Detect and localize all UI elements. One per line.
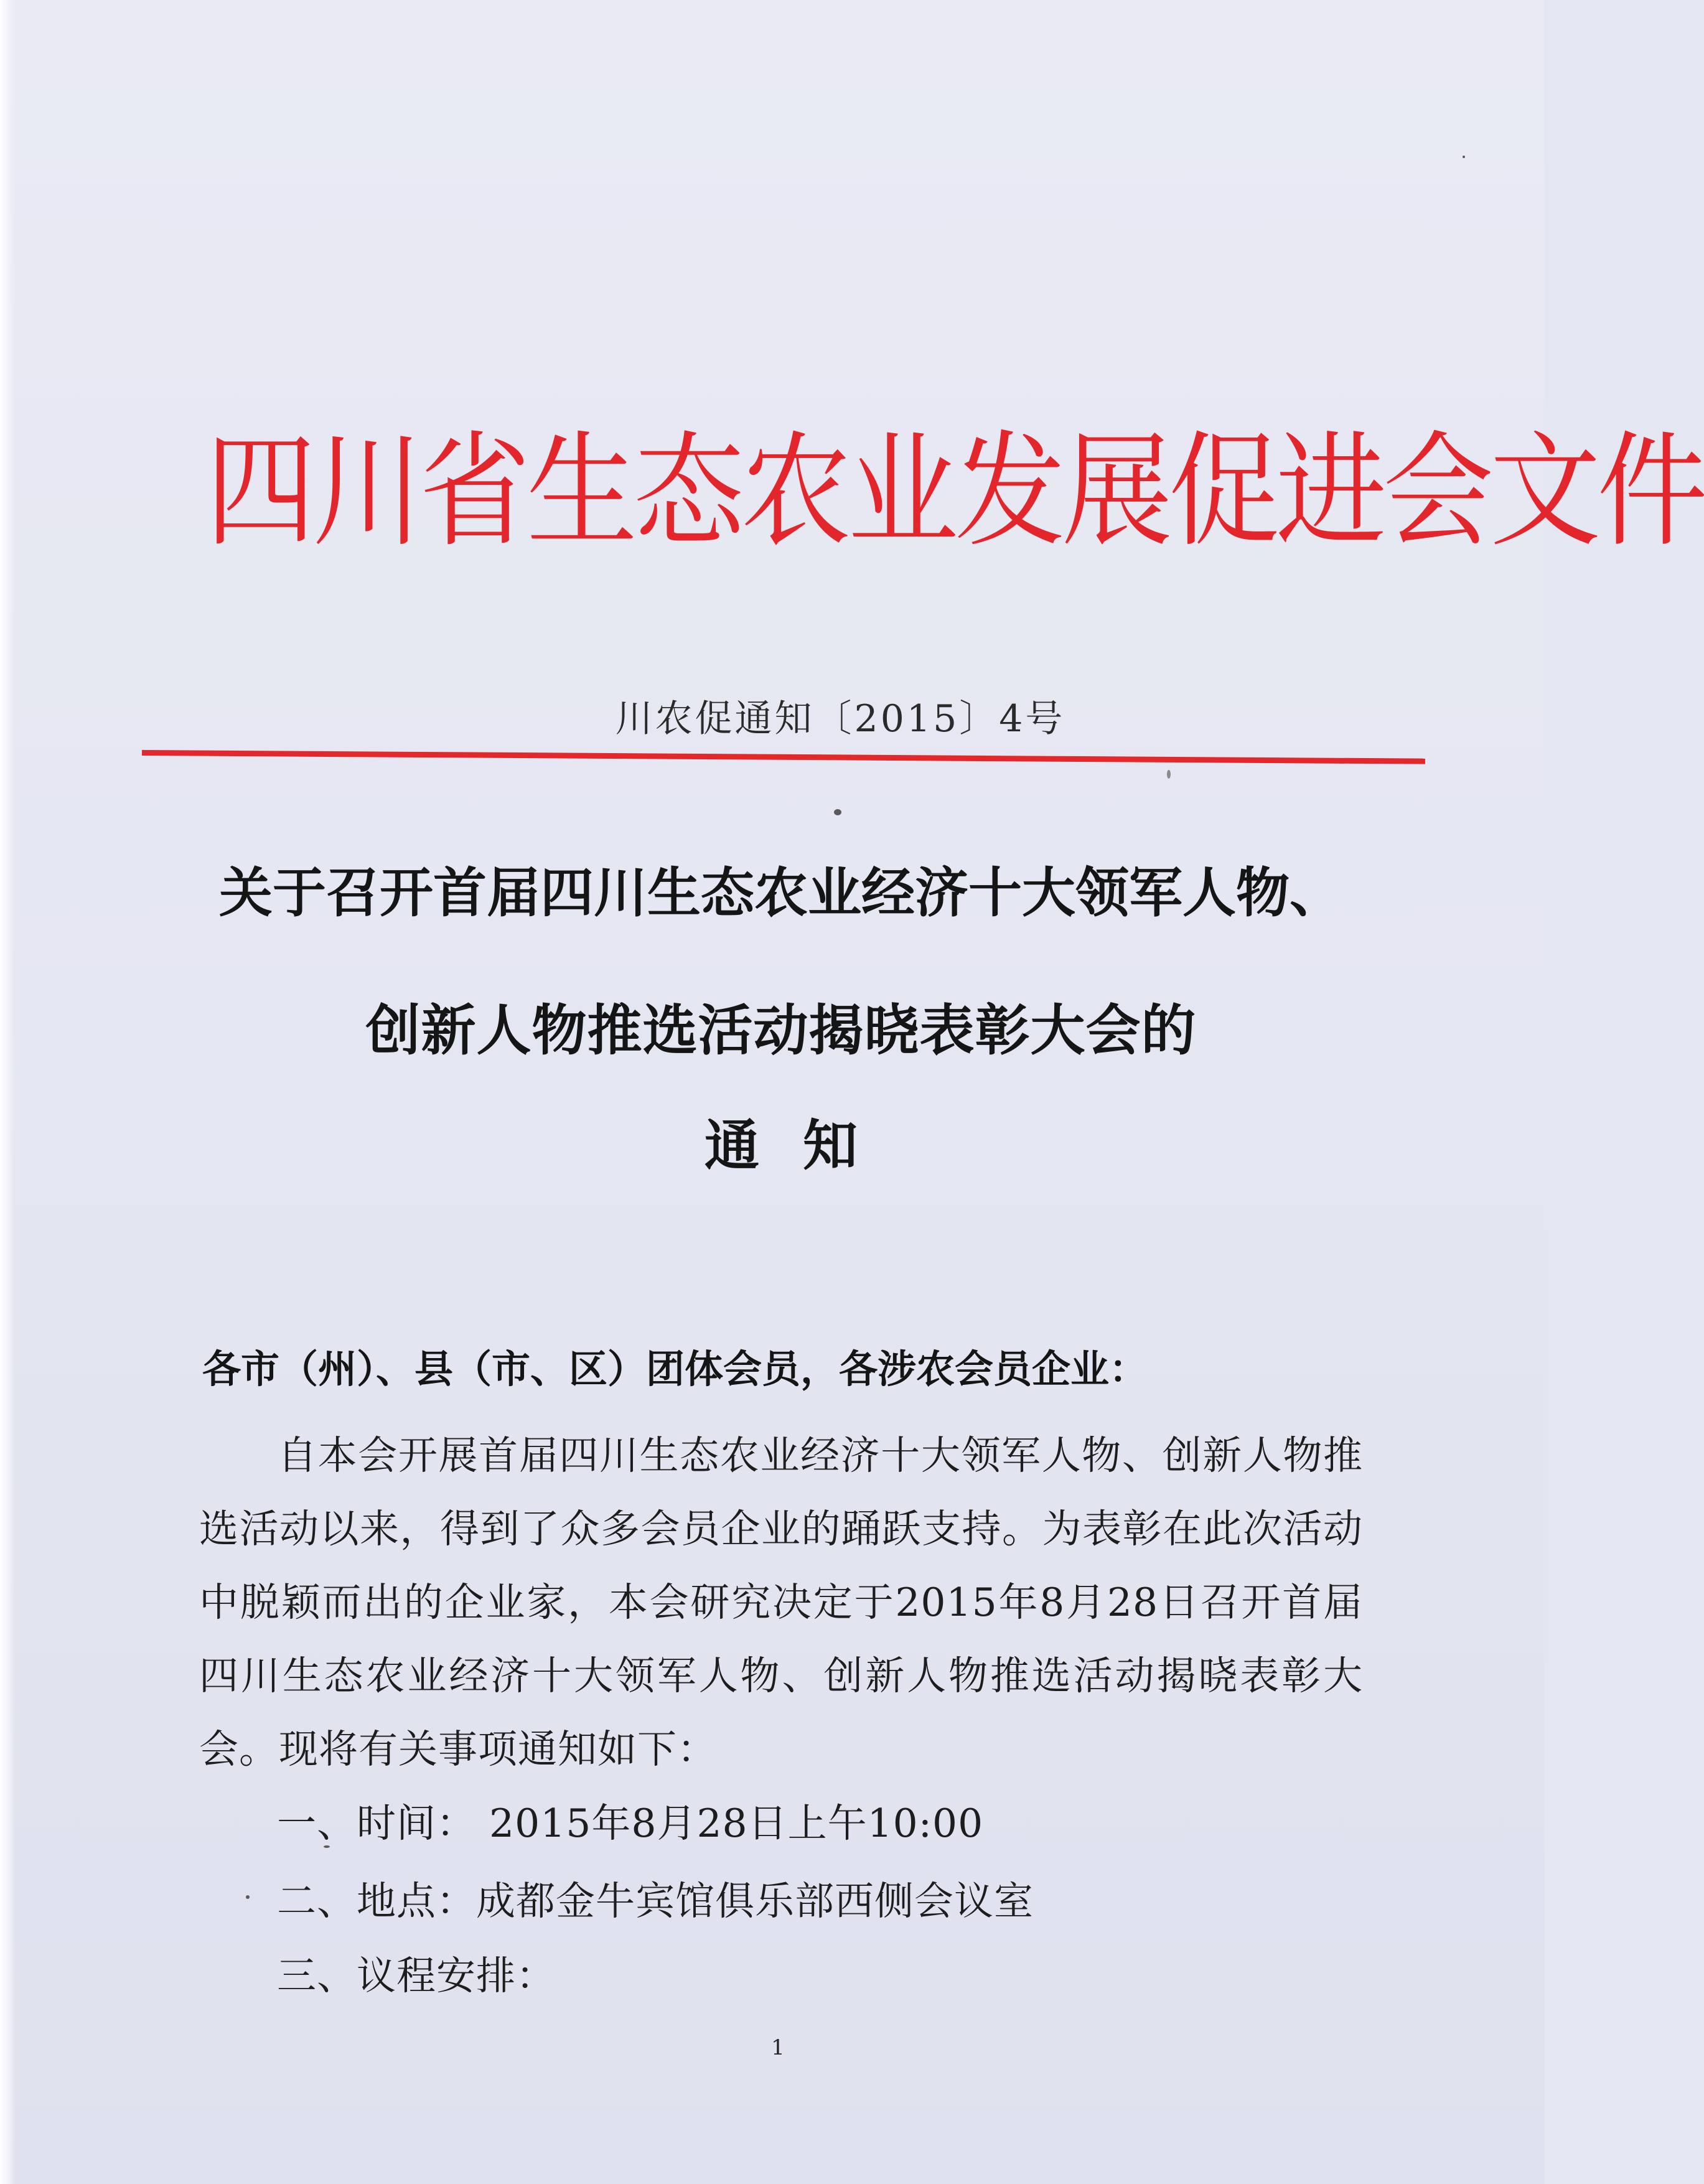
title-line-1: 关于召开首届四川生态农业经济十大领军人物、 [219,861,1343,924]
item-location: 二、地点：成都金牛宾馆俱乐部西侧会议室 [277,1878,1034,1924]
scan-speck [246,1895,250,1899]
salutation: 各市（州）、县（市、区）团体会员，各涉农会员企业： [202,1346,1148,1392]
title-line-2: 创新人物推选活动揭晓表彰大会的 [365,998,1197,1062]
red-divider-rule [142,750,1425,764]
scan-edge [0,0,15,2184]
title-line-3: 通知 [704,1113,901,1178]
issuer-masthead: 四川省生态农业发展促进会文件 [205,419,1704,564]
item-time: 一、时间： 2015年8月28日上午10:00 [277,1801,984,1846]
body-paragraph: 自本会开展首届四川生态农业经济十大领军人物、创新人物推选活动以来，得到了众多会员企业的踊跃支持。为表彰在此次活动中脱颖而出的企业家，本会研究决定于2015年8月28日召开首届四川生态农业经济十大领军人物、创新人物推选活动揭晓表彰大会。现将有关事项通知如下： [199,1433,1363,1772]
scan-speck [1167,770,1171,779]
document-number: 川农促通知〔2015〕4号 [615,697,1065,741]
scan-speck [834,809,841,815]
page-number: 1 [771,2035,785,2060]
item-agenda: 三、议程安排： [277,1953,556,1999]
scan-speck [1463,156,1465,158]
